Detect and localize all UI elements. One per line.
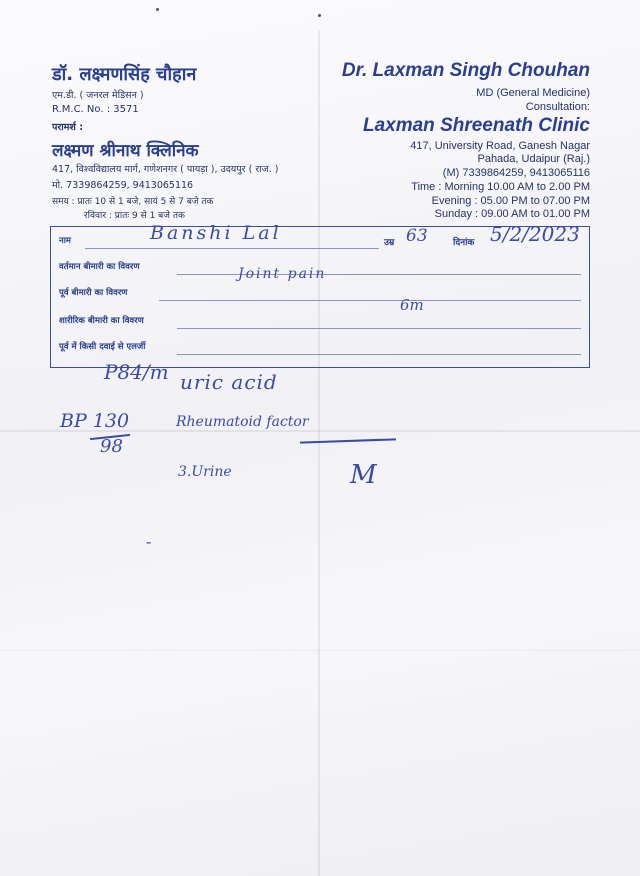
consultation-hindi: परामर्श : [52, 122, 83, 133]
mobile-english: (M) 7339864259, 9413065116 [442, 167, 590, 179]
consultation-english: Consultation: [525, 101, 590, 113]
name-label: नाम [59, 236, 72, 246]
uric-acid-note: uric acid [180, 370, 278, 394]
bp-systolic-note: BP 130 [60, 410, 130, 432]
fold-crease-vertical [318, 30, 320, 876]
timing-weekday-hindi: समय : प्रातः 10 से 1 बजे, सायं 5 से 7 बजे तक [52, 197, 214, 207]
time-sunday: Sunday : 09.00 AM to 01.00 PM [434, 208, 590, 220]
mobile-hindi: मो. 7339864259, 9413065116 [52, 180, 194, 191]
pulse-note: P84/m [104, 360, 169, 384]
address-line2-english: Pahada, Udaipur (Raj.) [477, 153, 590, 165]
rheumatoid-underline [300, 438, 396, 443]
past-illness-row [59, 287, 581, 298]
past-illness-label: पूर्व बीमारी का विवरण [59, 288, 128, 298]
date-label: दिनांक [453, 238, 475, 248]
date-value: 5/2/2023 [490, 222, 580, 246]
rheumatoid-factor-note: Rheumatoid factor [176, 414, 309, 430]
present-illness-value: Joint pain [238, 266, 327, 282]
clinic-name-hindi: लक्ष्मण श्रीनाथ क्लिनिक [52, 141, 199, 161]
urine-test-note: 3.Urine [178, 464, 232, 480]
doctor-name-english: Dr. Laxman Singh Chouhan [341, 60, 590, 81]
physical-exam-label: शारीरिक बीमारी का विवरण [59, 316, 144, 326]
patient-name-value: Banshi Lal [150, 222, 282, 244]
time-morning: Time : Morning 10.00 AM to 2.00 PM [411, 181, 590, 193]
doctor-name-hindi: डॉ. लक्ष्मणसिंह चौहान [52, 64, 197, 85]
address-hindi: 417, विश्वविद्यालय मार्ग, गणेशनगर ( पायड़ा ), उदयपुर ( राज. ) [52, 164, 279, 175]
allergy-label: पूर्व में किसी दवाई से एलर्जी [59, 342, 146, 352]
degree-english: MD (General Medicine) [476, 87, 590, 99]
stray-dash-mark: - [146, 532, 152, 551]
time-evening: Evening : 05.00 PM to 07.00 PM [431, 195, 590, 207]
fold-crease-horizontal-lower [0, 650, 640, 651]
patient-details-box [50, 226, 590, 368]
bp-diastolic-note: 98 [100, 436, 123, 457]
clinic-name-english: Laxman Shreenath Clinic [362, 115, 590, 136]
name-underline [85, 248, 379, 249]
allergy-underline [177, 354, 581, 355]
doctor-signature: M [350, 460, 377, 490]
physical-exam-underline [177, 328, 581, 329]
present-illness-label: वर्तमान बीमारी का विवरण [59, 262, 140, 272]
degree-hindi: एम.डी. ( जनरल मेडिसन ) [52, 90, 144, 101]
age-label: उम्र [384, 238, 395, 248]
timing-sunday-hindi: रविवार : प्रातः 9 से 1 बजे तक [84, 211, 185, 221]
address-line1-english: 417, University Road, Ganesh Nagar [410, 140, 590, 152]
ink-speck [156, 8, 159, 11]
rmc-number: R.M.C. No. : 3571 [52, 104, 139, 115]
allergy-row [59, 341, 581, 352]
physical-exam-row [59, 315, 581, 326]
age-value: 63 [406, 226, 428, 246]
ink-speck [318, 14, 321, 17]
past-illness-underline [159, 300, 581, 301]
physical-exam-value: 6m [400, 296, 424, 314]
